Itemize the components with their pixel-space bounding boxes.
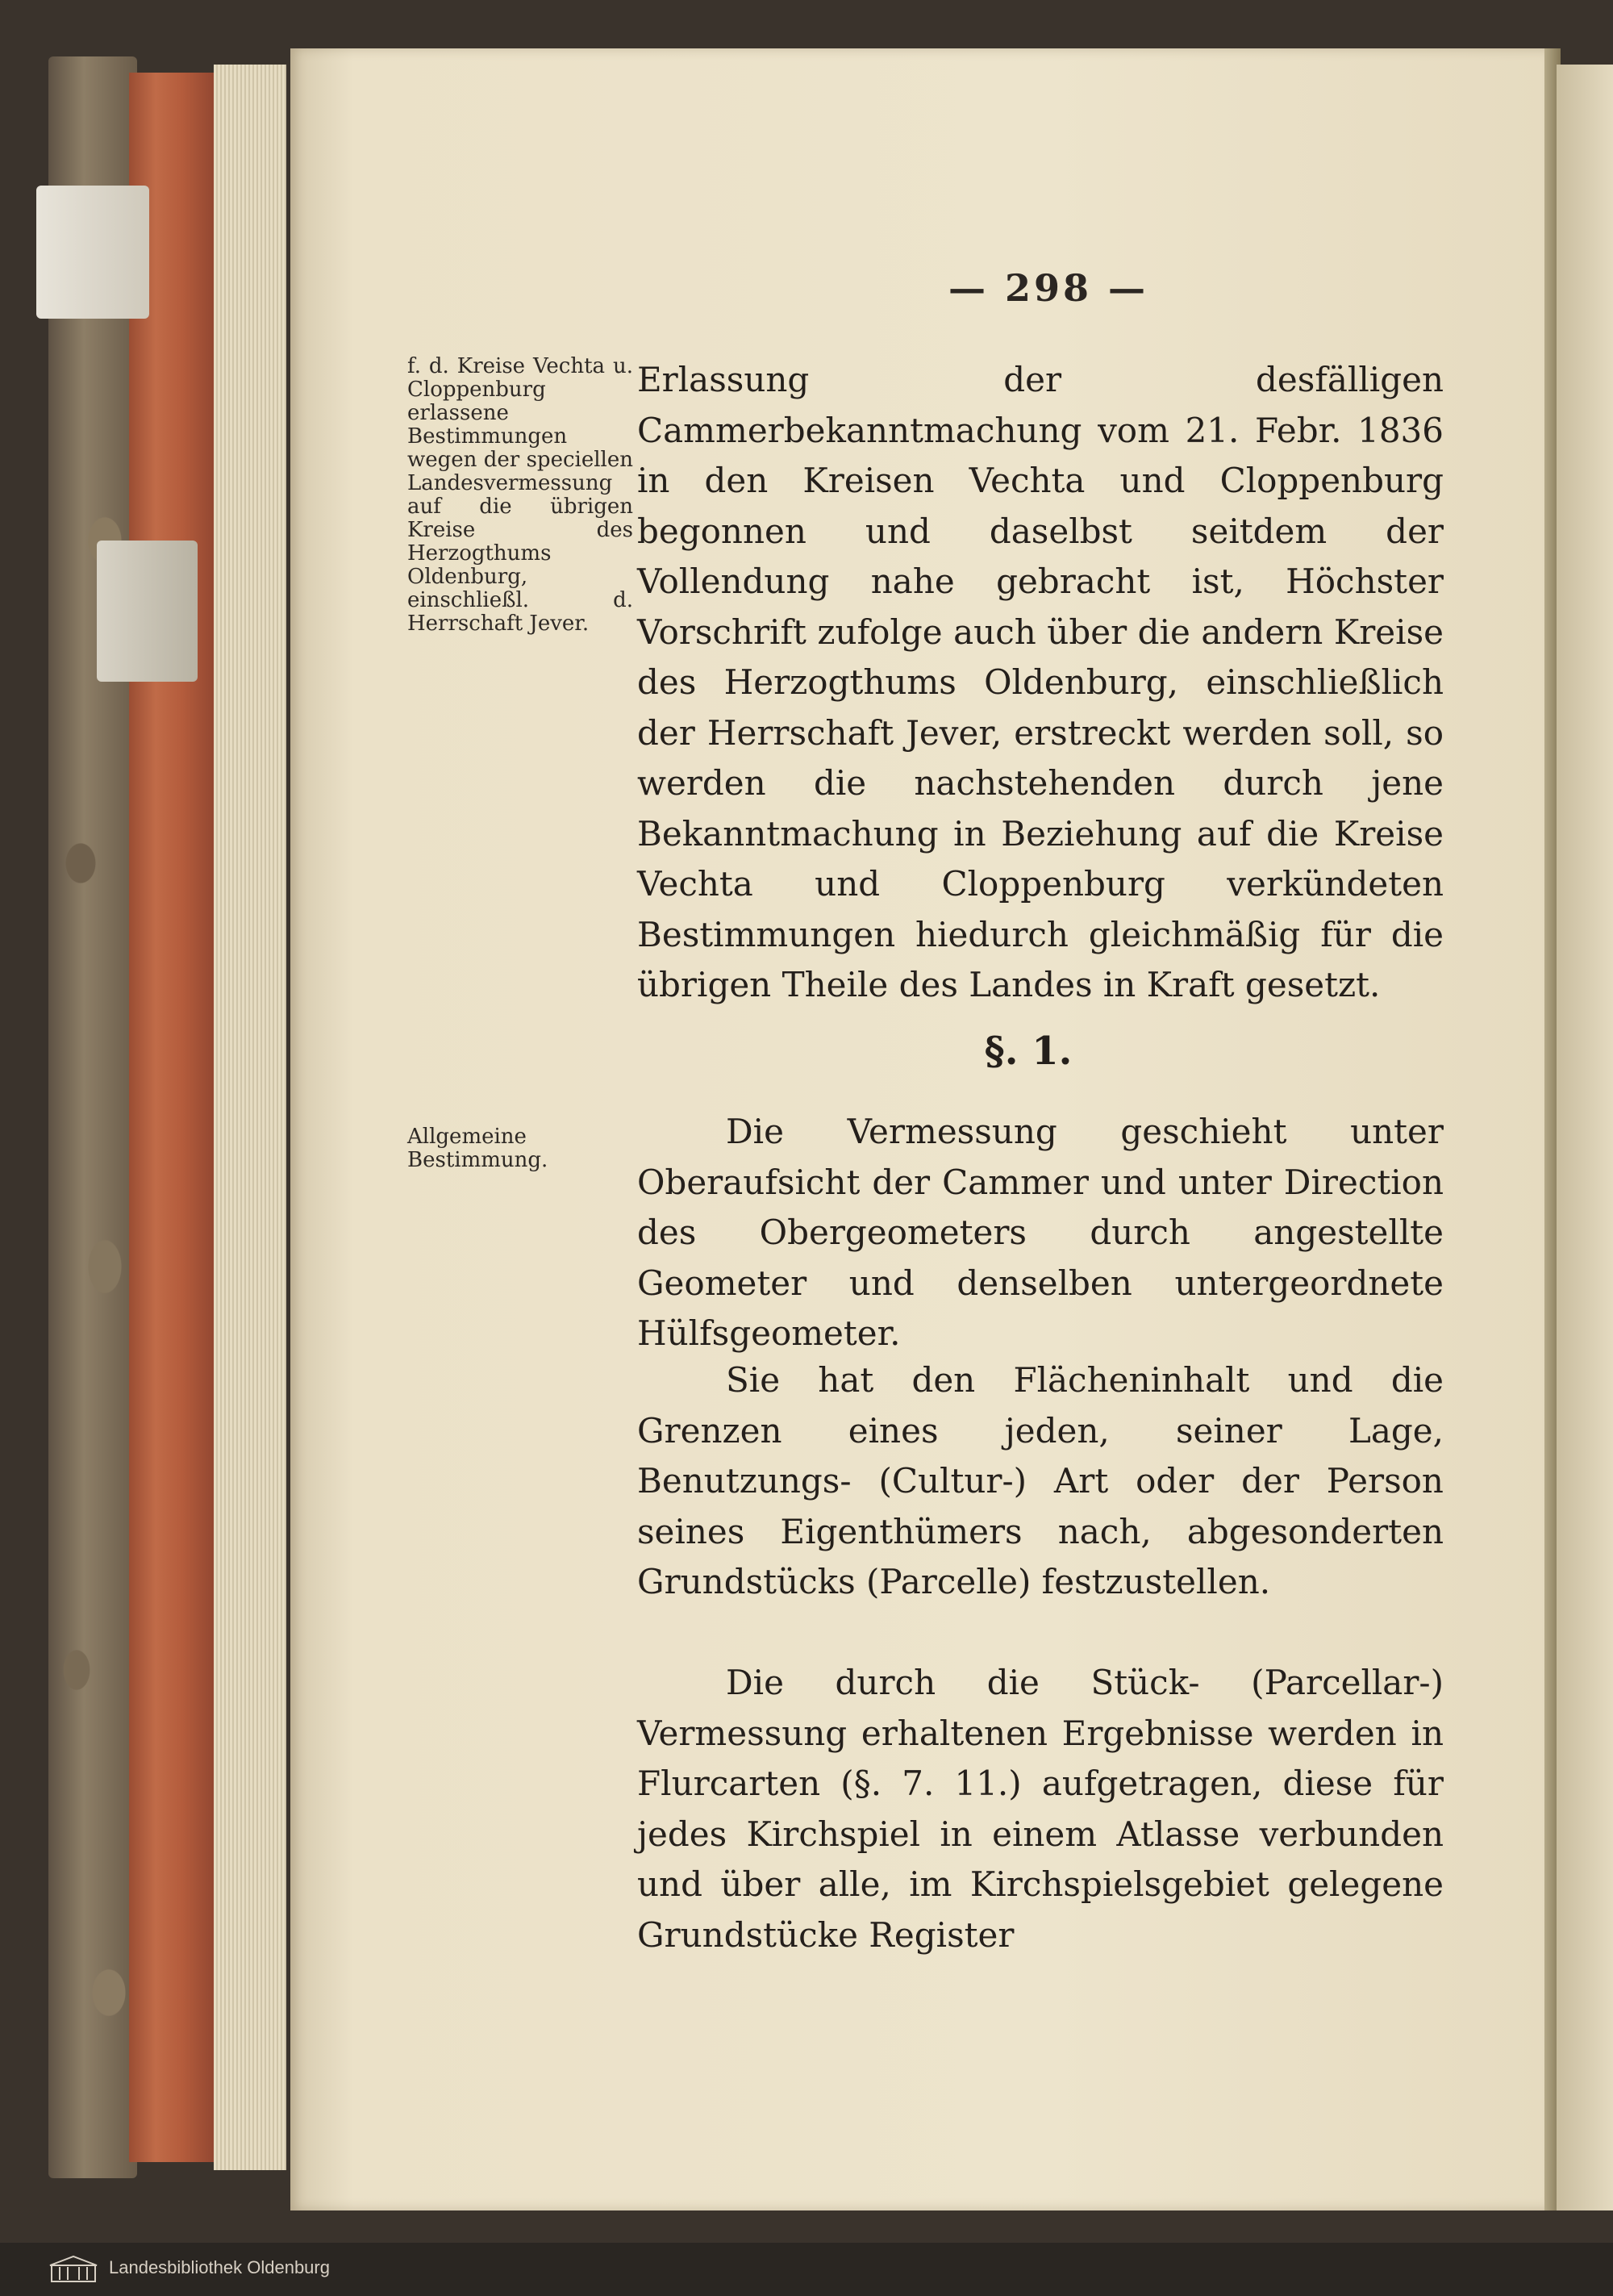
paragraph: Die Vermessung geschieht unter Oberaufsicht der Cammer und unter Direction des Obergeometers durch angestellte Geometer und denselben untergeordnete Hülfsgeometer. — [637, 1112, 1444, 1353]
paragraph: Erlassung der desfälligen Cammerbekanntmachung vom 21. Febr. 1836 in den Kreisen Vechta und Cloppenburg begonnen und daselbst seitdem der Vollendung nahe gebracht ist, Höchster Vorschrift zufolge auch über die andern Kreise des Herzogthums Oldenburg, einschließlich der Herrschaft Jever, erstreckt werden soll, so werden die nachstehenden durch jene Bekanntmachung in Beziehung auf die Kreise Vechta und Cloppenburg verkündeten Bestimmungen hiedurch gleichmäßig für die übrigen Theile des Landes in Kraft gesetzt. — [637, 360, 1444, 1004]
book-edge-red — [129, 73, 218, 2162]
viewer-footer — [0, 2243, 1613, 2296]
section-heading: §. 1. — [984, 1029, 1073, 1074]
page-number: — 298 — — [948, 266, 1149, 310]
paragraph: Sie hat den Flächeninhalt und die Grenzen eines jeden, seiner Lage, Benutzungs- (Cultur-) Art oder der Person seines Eigenthümers nach, abgesonderten Grundstücks (Parcelle) festzustellen. — [637, 1360, 1444, 1601]
paragraph: Die durch die Stück- (Parcellar-) Vermessung erhaltenen Ergebnisse werden in Flurcarten (§. 7. 11.) aufgetragen, diese für jedes Kirchspiel in einem Atlasse verbunden und über alle, im Kirchspielsgebiet gelegene Grundstücke Register — [637, 1663, 1444, 1955]
library-name: Landesbibliothek Oldenburg — [109, 2257, 330, 2277]
library-logo-icon — [48, 2254, 98, 2285]
book-cover-marbled — [48, 56, 137, 2178]
margin-note: f. d. Kreise Vechta u. Cloppenburg erlassene Bestimmungen wegen der speciellen Landesvermessung auf die übrigen Kreise des Herzogthums Oldenburg, einschließl. d. Herrschaft Jever. — [407, 354, 633, 636]
paper-tab-marker — [36, 186, 149, 319]
paper-tab-marker — [97, 541, 198, 682]
page-stack-edge — [214, 65, 286, 2170]
facing-page-edge — [1557, 65, 1613, 2210]
margin-note: Allgemeine Bestimmung. — [407, 1125, 548, 1172]
